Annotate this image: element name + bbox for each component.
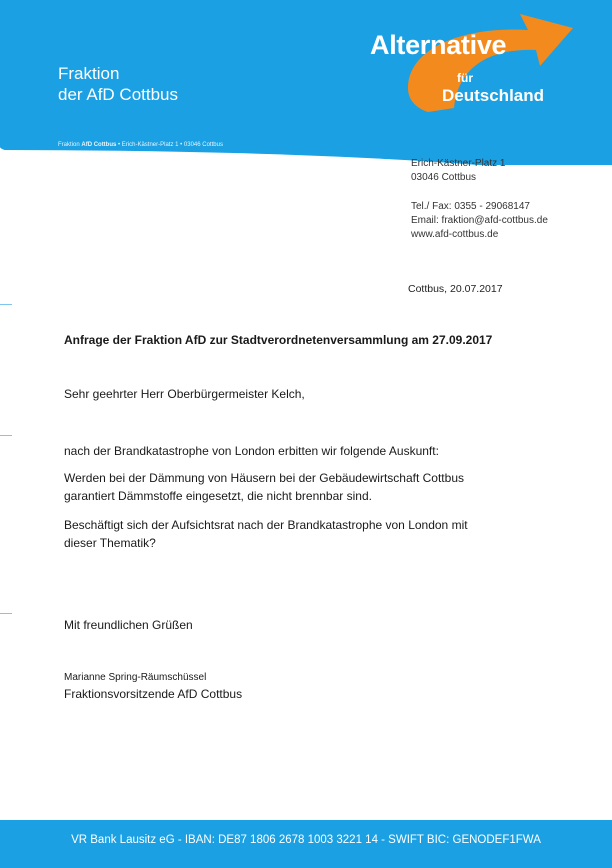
letter-closing: Mit freundlichen Grüßen bbox=[64, 618, 193, 632]
sender-address-line bbox=[58, 142, 223, 148]
question-1-line-2: garantiert Dämmstoffe eingesetzt, die nicht brennbar sind. bbox=[64, 489, 372, 503]
question-1-line-1: Werden bei der Dämmung von Häusern bei der Gebäudewirtschaft Cottbus bbox=[64, 471, 464, 485]
sender-rest: • Erich-Kästner-Platz 1 • 03046 Cottbus bbox=[116, 142, 223, 148]
punch-mark bbox=[0, 435, 12, 436]
fraktion-title-line2: der AfD Cottbus bbox=[58, 85, 179, 104]
logo-text-alternative: Alternative bbox=[370, 30, 507, 60]
letter-intro: nach der Brandkatastrophe von London erbitten wir folgende Auskunft: bbox=[64, 444, 439, 458]
footer-bank-details: VR Bank Lausitz eG - IBAN: DE87 1806 2678 1003 3221 14 - SWIFT BIC: GENODEF1FWA bbox=[71, 834, 541, 846]
signer-role: Fraktionsvorsitzende AfD Cottbus bbox=[64, 687, 243, 701]
fraktion-title-line1: Fraktion bbox=[58, 64, 120, 83]
address-street: Erich-Kästner-Platz 1 bbox=[411, 158, 506, 169]
fold-mark-top bbox=[0, 304, 12, 305]
question-2-line-2: dieser Thematik? bbox=[64, 536, 156, 550]
sender-bold: AfD Cottbus bbox=[81, 142, 117, 148]
logo-text-fuer: für bbox=[457, 71, 473, 85]
fold-mark-bottom bbox=[0, 613, 12, 614]
logo-text-deutschland: Deutschland bbox=[442, 86, 545, 105]
address-city: 03046 Cottbus bbox=[411, 172, 477, 183]
sender-prefix: Fraktion bbox=[58, 142, 80, 148]
letter-salutation: Sehr geehrter Herr Oberbürgermeister Kelch, bbox=[64, 387, 305, 401]
signer-name: Marianne Spring-Räumschüssel bbox=[64, 672, 207, 683]
address-email: Email: fraktion@afd-cottbus.de bbox=[411, 215, 548, 226]
afd-logo bbox=[368, 8, 578, 120]
address-phone: Tel./ Fax: 0355 - 29068147 bbox=[411, 201, 530, 212]
address-web: www.afd-cottbus.de bbox=[411, 229, 499, 240]
question-2-line-1: Beschäftigt sich der Aufsichtsrat nach der Brandkatastrophe von London mit bbox=[64, 518, 468, 532]
letter-date: Cottbus, 20.07.2017 bbox=[408, 283, 503, 295]
letter-subject: Anfrage der Fraktion AfD zur Stadtverordnetenversammlung am 27.09.2017 bbox=[64, 333, 493, 347]
